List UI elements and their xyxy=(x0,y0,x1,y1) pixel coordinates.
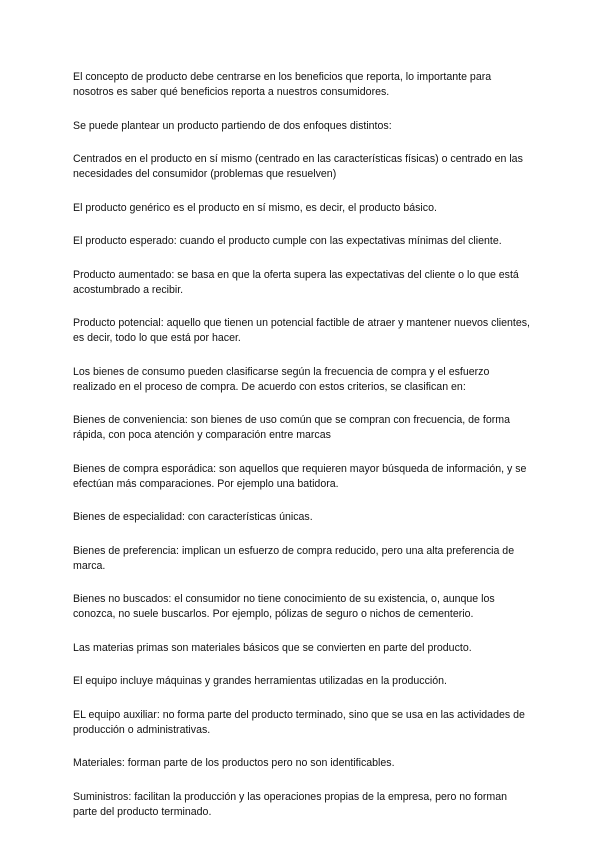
paragraph-auxiliary-equipment: EL equipo auxiliar: no forma parte del producto terminado, sino que se usa en las actividades de producción o administrativas. xyxy=(73,708,525,736)
paragraph-sporadic-goods: Bienes de compra esporádica: son aquellos que requieren mayor búsqueda de información, y se efectúan más comparaciones. Por ejemplo una batidora. xyxy=(73,462,527,490)
paragraph-supplies: Suministros: facilitan la producción y las operaciones propias de la empresa, pero no forman parte del producto terminado. xyxy=(73,790,507,818)
paragraph-consumer-goods: Los bienes de consumo pueden clasificarse según la frecuencia de compra y el esfuerzo realizado en el proceso de compra. De acuerdo con estos criterios, se clasifican en: xyxy=(73,365,490,393)
paragraph-specialty-goods: Bienes de especialidad: con características únicas. xyxy=(73,511,313,523)
paragraph-augmented-product: Producto aumentado: se basa en que la oferta supera las expectativas del cliente o lo que está acostumbrado a recibir. xyxy=(73,268,519,296)
paragraph-two-approaches: Se puede plantear un producto partiendo de dos enfoques distintos: xyxy=(73,119,392,132)
paragraph-potential-product: Producto potencial: aquello que tienen un potencial factible de atraer y mantener nuevos clientes, es decir, todo lo que está por hacer. xyxy=(73,317,531,344)
paragraph-expected-product: El producto esperado: cuando el producto cumple con las expectativas mínimas del cliente. xyxy=(73,235,502,247)
paragraph-generic-product: El producto genérico es el producto en sí mismo, es decir, el producto básico. xyxy=(73,201,437,214)
document-page xyxy=(73,70,533,838)
paragraph-preference-goods: Bienes de preferencia: implican un esfuerzo de compra reducido, pero una alta preferencia de marca. xyxy=(73,544,515,572)
paragraph-convenience-goods: Bienes de conveniencia: son bienes de uso común que se compran con frecuencia, de forma rápida, con poca atención y comparación entre marcas xyxy=(73,414,510,441)
paragraph-product-concept: El concepto de producto debe centrarse en los beneficios que reporta, lo importante para nosotros es saber qué beneficios reporta a nuestros consumidores. xyxy=(73,71,492,98)
paragraph-equipment: El equipo incluye máquinas y grandes herramientas utilizadas en la producción. xyxy=(73,675,447,687)
paragraph-materials: Materiales: forman parte de los productos pero no son identificables. xyxy=(73,757,395,769)
paragraph-centered-approaches: Centrados en el producto en sí mismo (centrado en las características físicas) o centrado en las necesidades del consumidor (problemas que resuelven) xyxy=(73,153,523,180)
paragraph-unsought-goods: Bienes no buscados: el consumidor no tiene conocimiento de su existencia, o, aunque los conozca, no suele buscarlos. Por ejemplo, pólizas de seguro o nichos de cementerio. xyxy=(73,593,495,620)
paragraph-raw-materials: Las materias primas son materiales básicos que se convierten en parte del producto. xyxy=(73,641,472,654)
